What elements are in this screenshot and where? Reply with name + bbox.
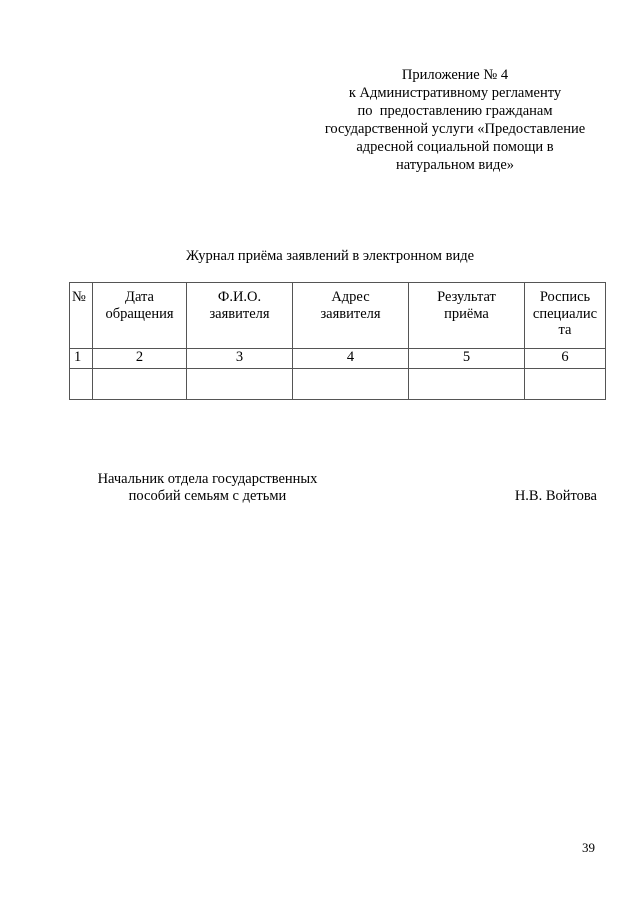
appendix-header — [310, 66, 600, 174]
table-header-row — [70, 283, 606, 349]
header-result: Результат приёма — [409, 283, 525, 349]
page-number: 39 — [582, 840, 595, 855]
signatory-position-line: Начальник отдела государственных — [97, 471, 318, 487]
appendix-line: Приложение № 4 — [401, 67, 509, 83]
column-number-cell: 2 — [93, 349, 187, 369]
signatory-position — [80, 471, 335, 505]
appendix-line: натуральном виде» — [395, 157, 515, 173]
empty-cell — [525, 369, 606, 400]
appendix-line: государственной услуги «Предоставление — [324, 121, 586, 137]
table-row — [70, 369, 606, 400]
appendix-line: к Административному регламенту — [348, 85, 562, 101]
empty-cell — [409, 369, 525, 400]
signatory-position-line: пособий семьям с детьми — [128, 488, 287, 504]
header-signature: Роспись специалис та — [525, 283, 606, 349]
column-number-cell: 4 — [293, 349, 409, 369]
header-fio: Ф.И.О. заявителя — [187, 283, 293, 349]
appendix-line: по предоставлению гражданам — [357, 103, 553, 119]
empty-cell — [187, 369, 293, 400]
appendix-line: адресной социальной помощи в — [356, 139, 554, 155]
header-date: Дата обращения — [93, 283, 187, 349]
column-number-cell: 3 — [187, 349, 293, 369]
header-address: Адрес заявителя — [293, 283, 409, 349]
column-number-cell: 1 — [70, 349, 93, 369]
empty-cell — [93, 369, 187, 400]
column-number-cell: 5 — [409, 349, 525, 369]
journal-title: Журнал приёма заявлений в электронном виде — [185, 248, 475, 264]
empty-cell — [293, 369, 409, 400]
journal-table — [69, 282, 606, 400]
signatory-name: Н.В. Войтова — [514, 488, 597, 504]
table-row — [70, 349, 606, 369]
empty-cell — [70, 369, 93, 400]
header-number: № — [70, 283, 93, 349]
column-number-cell: 6 — [525, 349, 606, 369]
